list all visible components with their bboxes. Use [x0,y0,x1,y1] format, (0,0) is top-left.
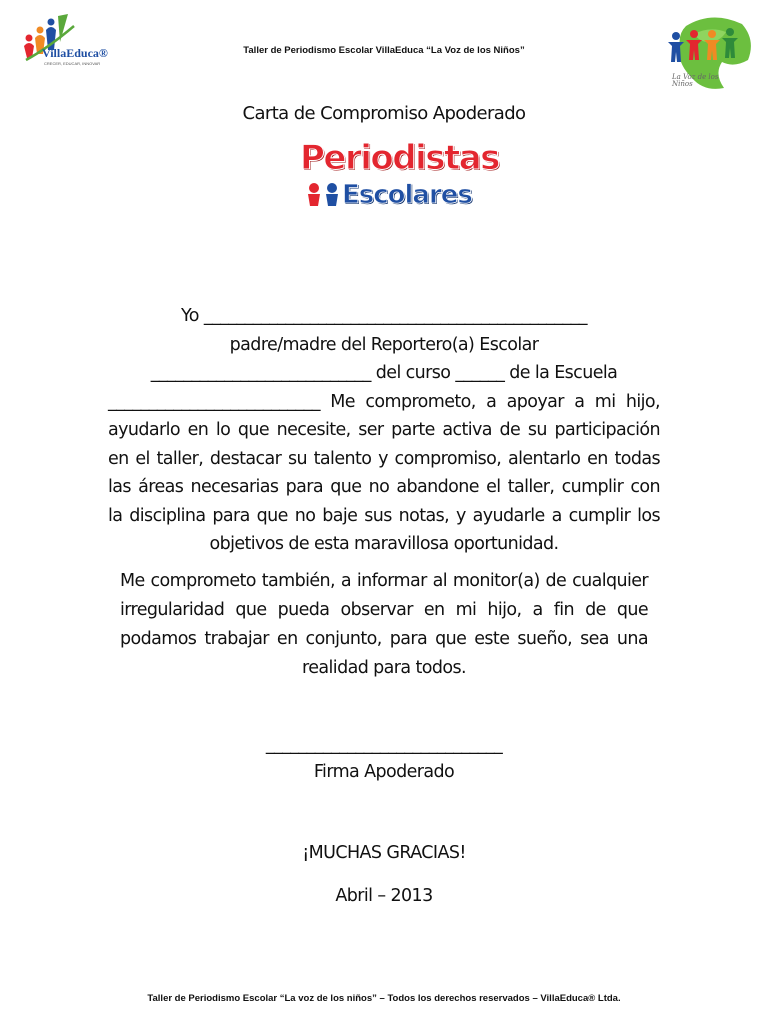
date-text: Abril – 2013 [335,886,433,906]
signature-line: _____________________________ [265,735,503,755]
paragraph-1 [108,302,660,559]
thanks-text: ¡MUCHAS GRACIAS! [302,843,466,863]
la-voz-text: La Voz de los Niños [672,73,719,88]
name-line: Yo _______________________________________________ [181,306,587,326]
body-line: la disciplina para que no baje sus notas, y ayudarle a cumplir los [108,505,660,526]
villaeduca-brand: VillaEduca® [42,46,108,60]
footer-text: Taller de Periodismo Escolar “La voz de los niños” – Todos los derechos reservados – VillaEduca® Ltda. [147,993,621,1004]
villaeduca-tagline: CRECER, EDUCAR, INNOVAR [44,61,101,66]
logo-line1: Periodistas [300,138,499,178]
body-line: __________________________ Me comprometo, a apoyar a mi hijo, [108,391,660,412]
paragraph-2 [120,567,648,683]
body-line: Me comprometo también, a informar al monitor(a) de cualquier [120,571,648,591]
body-line: irregularidad que pueda observar en mi hijo, a fin de que [120,600,648,620]
course-line: ___________________________ del curso ______ de la Escuela [150,363,618,383]
role-line: padre/madre del Reportero(a) Escolar [229,334,539,355]
signature-label: Firma Apoderado [313,762,455,782]
body-line: las áreas necesarias para que no abandone el taller, cumplir con [108,477,660,497]
header-title: Taller de Periodismo Escolar VillaEduca “La Voz de los Niños” [243,45,525,56]
periodistas-escolares-logo [290,138,499,220]
logo-line2: Escolares [342,180,472,210]
letter-title: Carta de Compromiso Apoderado [242,103,526,124]
body-line: en el taller, destacar su talento y compromiso, alentarlo en todas [108,448,660,469]
villaeduca-logo [18,12,118,72]
la-voz-logo [664,12,760,96]
body-line: realidad para todos. [302,658,466,678]
body-line: ayudarlo en lo que necesite, ser parte activa de su participación [108,420,660,440]
body-line: podamos trabajar en conjunto, para que este sueño, sea una [120,629,648,649]
kids-icon [306,182,342,214]
body-line: objetivos de esta maravillosa oportunidad. [209,534,559,554]
